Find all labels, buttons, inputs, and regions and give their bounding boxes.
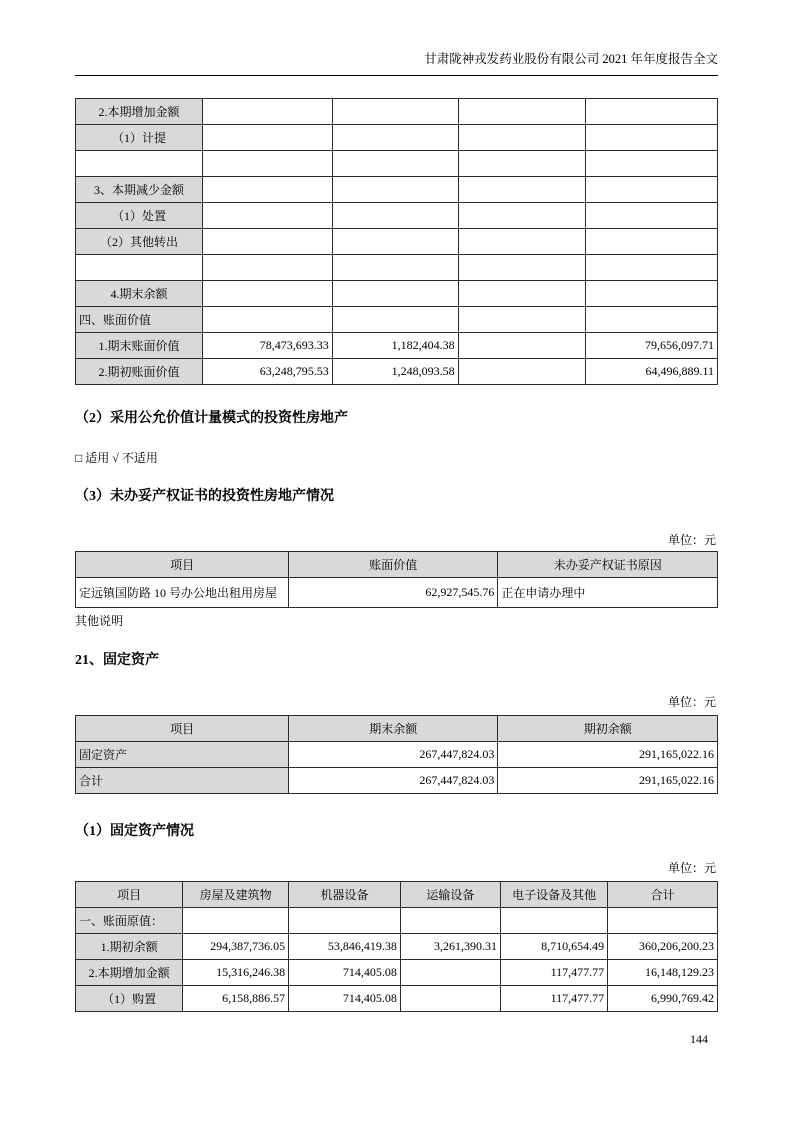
column-header: 项目 bbox=[76, 882, 183, 908]
column-header: 运输设备 bbox=[400, 882, 500, 908]
report-title: 甘肃陇神戎发药业股份有限公司 2021 年年度报告全文 bbox=[424, 52, 718, 66]
row-label bbox=[76, 151, 203, 177]
applicability-note: □ 适用 √ 不适用 bbox=[75, 451, 158, 465]
cell-value bbox=[586, 281, 718, 307]
unit-label: 单位：元 bbox=[667, 533, 716, 547]
row-label bbox=[76, 255, 203, 281]
cell-value bbox=[400, 908, 500, 934]
table-row bbox=[76, 742, 718, 768]
cell-value bbox=[332, 151, 458, 177]
cell-value bbox=[400, 960, 500, 986]
cell-value bbox=[458, 307, 586, 333]
cell-value: 63,248,795.53 bbox=[203, 359, 333, 385]
row-label: 2.本期增加金额 bbox=[76, 960, 183, 986]
cell-value bbox=[608, 908, 718, 934]
cell-value: 64,496,889.11 bbox=[586, 359, 718, 385]
beginning-balance-cell: 291,165,022.16 bbox=[498, 768, 718, 794]
table-row bbox=[76, 307, 718, 333]
cell-value: 8,710,654.49 bbox=[500, 934, 607, 960]
cell-value bbox=[203, 151, 333, 177]
row-label: 2.本期增加金额 bbox=[76, 99, 203, 125]
column-header: 电子设备及其他 bbox=[500, 882, 607, 908]
cell-value bbox=[458, 203, 586, 229]
cell-value: 6,990,769.42 bbox=[608, 986, 718, 1012]
cell-value bbox=[458, 99, 586, 125]
cell-value bbox=[332, 99, 458, 125]
cell-value bbox=[586, 151, 718, 177]
table-header-row bbox=[76, 716, 718, 742]
table-row bbox=[76, 177, 718, 203]
cell-value bbox=[203, 229, 333, 255]
row-label: （1）处置 bbox=[76, 203, 203, 229]
no-cert-heading: （3）未办妥产权证书的投资性房地产情况 bbox=[75, 489, 334, 504]
row-label: 3、本期减少金额 bbox=[76, 177, 203, 203]
cell-value bbox=[586, 203, 718, 229]
table-row bbox=[76, 578, 718, 608]
cell-value bbox=[458, 229, 586, 255]
table-row bbox=[76, 768, 718, 794]
cell-value: 6,158,886.57 bbox=[183, 986, 289, 1012]
item-cell: 定远镇国防路 10 号办公地出租用房屋 bbox=[76, 578, 289, 608]
cell-value bbox=[203, 99, 333, 125]
investment-property-movement-table bbox=[75, 98, 718, 385]
table-row bbox=[76, 255, 718, 281]
item-cell: 合计 bbox=[76, 768, 289, 794]
column-header: 合计 bbox=[608, 882, 718, 908]
cell-value: 16,148,129.23 bbox=[608, 960, 718, 986]
cell-value bbox=[332, 203, 458, 229]
cell-value bbox=[183, 908, 289, 934]
unit-label: 单位：元 bbox=[667, 695, 716, 709]
table-header-row bbox=[76, 552, 718, 578]
cell-value bbox=[586, 255, 718, 281]
cell-value: 117,477.77 bbox=[500, 960, 607, 986]
cell-value bbox=[203, 307, 333, 333]
column-header: 未办妥产权证书原因 bbox=[498, 552, 718, 578]
table-row bbox=[76, 281, 718, 307]
cell-value bbox=[332, 125, 458, 151]
table-row bbox=[76, 359, 718, 385]
column-header: 机器设备 bbox=[289, 882, 401, 908]
cell-value bbox=[203, 177, 333, 203]
cell-value bbox=[586, 229, 718, 255]
table-row bbox=[76, 333, 718, 359]
cell-value bbox=[500, 908, 607, 934]
table-row bbox=[76, 229, 718, 255]
cell-value: 360,206,200.23 bbox=[608, 934, 718, 960]
table-row bbox=[76, 908, 718, 934]
cell-value bbox=[332, 307, 458, 333]
table-header-row bbox=[76, 882, 718, 908]
reason-cell: 正在申请办理中 bbox=[498, 578, 718, 608]
table-row bbox=[76, 960, 718, 986]
cell-value bbox=[458, 151, 586, 177]
cell-value: 15,316,246.38 bbox=[183, 960, 289, 986]
cell-value: 714,405.08 bbox=[289, 986, 401, 1012]
table-row bbox=[76, 99, 718, 125]
table-row bbox=[76, 125, 718, 151]
fixed-assets-detail-table bbox=[75, 881, 718, 1012]
cell-value: 1,248,093.58 bbox=[332, 359, 458, 385]
cell-value: 714,405.08 bbox=[289, 960, 401, 986]
row-label: 1.期末账面价值 bbox=[76, 333, 203, 359]
column-header: 账面价值 bbox=[289, 552, 498, 578]
cell-value bbox=[203, 125, 333, 151]
cell-value bbox=[458, 255, 586, 281]
cell-value bbox=[586, 307, 718, 333]
cell-value bbox=[458, 333, 586, 359]
cell-value bbox=[332, 177, 458, 203]
cell-value bbox=[458, 177, 586, 203]
cell-value bbox=[458, 125, 586, 151]
value-cell: 62,927,545.76 bbox=[289, 578, 498, 608]
cell-value bbox=[332, 229, 458, 255]
cell-value: 79,656,097.71 bbox=[586, 333, 718, 359]
cell-value: 53,846,419.38 bbox=[289, 934, 401, 960]
cell-value bbox=[203, 203, 333, 229]
cell-value bbox=[332, 281, 458, 307]
cell-value bbox=[203, 281, 333, 307]
fixed-assets-heading: 21、固定资产 bbox=[75, 653, 159, 668]
table-row bbox=[76, 986, 718, 1012]
fixed-assets-summary-table bbox=[75, 715, 718, 794]
cell-value bbox=[400, 986, 500, 1012]
fixed-assets-detail-heading: （1）固定资产情况 bbox=[75, 824, 194, 839]
cell-value bbox=[332, 255, 458, 281]
cell-value: 117,477.77 bbox=[500, 986, 607, 1012]
row-label: 4.期末余额 bbox=[76, 281, 203, 307]
row-label: （1）计提 bbox=[76, 125, 203, 151]
column-header: 房屋及建筑物 bbox=[183, 882, 289, 908]
cell-value bbox=[586, 99, 718, 125]
other-notes-label: 其他说明 bbox=[75, 614, 124, 628]
no-cert-table bbox=[75, 551, 718, 608]
column-header: 项目 bbox=[76, 552, 289, 578]
cell-value bbox=[586, 125, 718, 151]
column-header: 期末余额 bbox=[289, 716, 498, 742]
beginning-balance-cell: 291,165,022.16 bbox=[498, 742, 718, 768]
item-cell: 固定资产 bbox=[76, 742, 289, 768]
unit-label: 单位：元 bbox=[667, 861, 716, 875]
column-header: 项目 bbox=[76, 716, 289, 742]
cell-value bbox=[458, 359, 586, 385]
cell-value bbox=[203, 255, 333, 281]
row-label: 一、账面原值： bbox=[76, 908, 183, 934]
ending-balance-cell: 267,447,824.03 bbox=[289, 742, 498, 768]
row-label: 1.期初余额 bbox=[76, 934, 183, 960]
row-label: 2.期初账面价值 bbox=[76, 359, 203, 385]
cell-value: 294,387,736.05 bbox=[183, 934, 289, 960]
row-label: （2）其他转出 bbox=[76, 229, 203, 255]
table-row bbox=[76, 934, 718, 960]
table-row bbox=[76, 151, 718, 177]
column-header: 期初余额 bbox=[498, 716, 718, 742]
cell-value: 3,261,390.31 bbox=[400, 934, 500, 960]
cell-value: 78,473,693.33 bbox=[203, 333, 333, 359]
ending-balance-cell: 267,447,824.03 bbox=[289, 768, 498, 794]
row-label: 四、账面价值 bbox=[76, 307, 203, 333]
cell-value bbox=[458, 281, 586, 307]
page-number: 144 bbox=[690, 1032, 708, 1046]
cell-value: 1,182,404.38 bbox=[332, 333, 458, 359]
row-label: （1）购置 bbox=[76, 986, 183, 1012]
fv-measurement-heading: （2）采用公允价值计量模式的投资性房地产 bbox=[75, 411, 348, 426]
cell-value bbox=[586, 177, 718, 203]
table-row bbox=[76, 203, 718, 229]
page-header bbox=[75, 52, 718, 76]
cell-value bbox=[289, 908, 401, 934]
